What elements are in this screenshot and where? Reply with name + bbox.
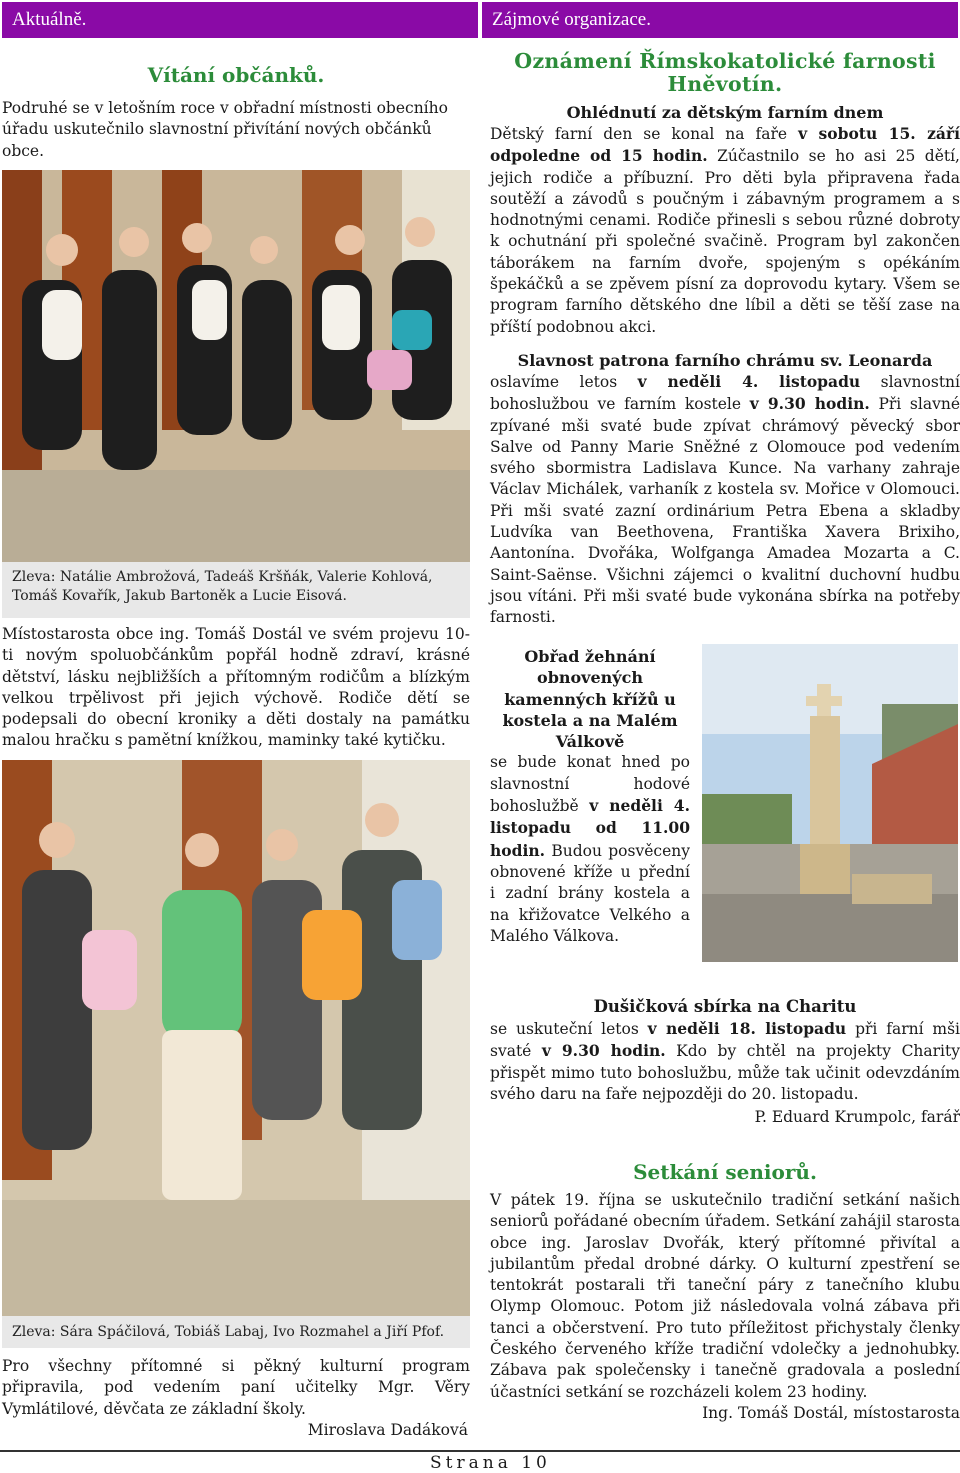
article-signature: Miroslava Dadáková (307, 1420, 468, 1439)
section-signature: Ing. Tomáš Dostál, místostarosta (702, 1403, 960, 1422)
footer-rule (0, 1450, 960, 1452)
text-span: Zúčastnilo se ho asi 25 dětí, jejich rodiče a příbuzní. Pro děti byla připravena řada soutěží a závodů s poučným i zábavným programem a s hodnotnými cenami. Rodiče přinesli s sebou různé dobroty k ochutnání při společné svačině. Program byl zakončen táborákem na farním dvoře, spojeným s opékáním špekáčků a se zpěvem písní za doprovodu kytary. Všem se program farního dětského dne líbil a děti se těší zase na příští podobnou akci. (490, 147, 960, 336)
article-body-text: Místostarosta obce ing. Tomáš Dostál ve svém projevu 10-ti novým spoluobčánkům popřál hodně zdraví, krásné dětství, lásku nejbližších a přítomným rodičům a blízkým velkou trpělivost při jejich výchově. Rodiče dětí se podepsali do obecní kroniky a děti dostaly na památku malou hračku s pamětní knížkou, maminky také kytičku. (2, 625, 470, 750)
text-bold: v 9.30 hodin. (541, 1041, 666, 1061)
text-span: oslavíme letos (490, 372, 638, 391)
section-heading: Obřad žehnání obnovených kamenných křížů u kostela a na Malém Válkově (502, 647, 678, 752)
section-text (490, 752, 690, 947)
photo-caption-2: Zleva: Sára Spáčilová, Tobiáš Labaj, Ivo Rozmahel a Jiří Pfof. (2, 1316, 470, 1348)
article-closing (2, 1356, 470, 1441)
article-intro: Podruhé se v letošním roce v obřadní místnosti obecního úřadu uskutečnilo slavnostní přivítání nových občánků obce. (2, 99, 448, 160)
band-label: Zájmové organizace. (492, 9, 651, 30)
article-title: Setkání seniorů. (633, 1160, 817, 1184)
photo-illustration (2, 760, 470, 1316)
section-band-zajmove (482, 2, 958, 38)
article-dusickova (490, 996, 960, 1128)
text-span: se bude konat hned po slavnostní hodové bohoslužbě (490, 753, 690, 816)
text-bold: v sobotu 15. září odpoledne od 15 hodin. (490, 124, 960, 166)
text-span: Kdo by chtěl na projekty Charity přispět mimo tuto bohoslužbu, může tak učinit odevzdáním svého daru na faře nejpozději do 20. listopadu. (490, 1042, 960, 1103)
section-text (490, 123, 960, 338)
article-vitani (2, 62, 470, 162)
article-seniori (490, 1158, 960, 1424)
photo-stone-cross (702, 644, 958, 962)
section-band-aktualne (2, 2, 478, 38)
section-heading: Dušičková sbírka na Charitu (593, 997, 857, 1016)
section-text: V pátek 19. října se uskutečnilo tradiční setkání našich seniorů pořádané obecním úřadem. Setkání zahájil starosta obce ing. Jaroslav Dvořák, který přítomné přivítal a jubilantům předal drobné dárky. O kulturní zpestření se tentokrát postarali tři taneční páry z tanečního klubu Olymp Olomouc. Potom již následovala volná zábava při tanci a občerstvení. Pro tuto příležitost přichystaly členky Českého červeného kříže tradiční vdolečky a jednohubky. Zábava pak společensky i tanečně gradovala a poslední účastníci setkání se rozcházeli kolem 23 hodiny. (490, 1191, 960, 1401)
text-bold: v neděli 4. listopadu (637, 371, 861, 391)
article-closing-text: Pro všechny přítomné si pěkný kulturní program připravila, pod vedením paní učitelky Mgr. Věry Vymlátilové, děvčata ze základní školy. (2, 1357, 470, 1418)
section-heading: Slavnost patrona farního chrámu sv. Leonarda (517, 350, 933, 370)
text-span: slavnostní bohoslužbou ve farním kostele (490, 372, 960, 414)
text-span: Při slavné zpívané mši svaté bude zpívat chrámový pěvecký sbor Salve od Panny Marie Sněžné z Olomouce pod vedením svého sbormistra Ladislava Kunce. Na varhany zahraje Václav Michálek, varhaník z kostela sv. Mořice v Olomouci. Při mši svaté zazní ordinárium Petra Ebena a skladby Ludvíka van Beethovena, Františka Xavera Brixiho, Aantonína. Dvořáka, Wolfganga Amadea Mozarta a C. Saint-Saënse. Všichni zájemci o kvalitní duchovní hudbu jsou vítáni. Při mši svaté bude vykonána sbírka na potřeby farnosti. (490, 395, 960, 627)
band-label: Aktuálně. (12, 9, 87, 30)
article-title: Oznámení Římskokatolické farnosti Hněvotín. (514, 49, 936, 96)
text-bold: v 9.30 hodin. (749, 394, 870, 414)
text-bold: v neděli 4. listopadu od 11.00 hodin. (490, 796, 690, 860)
article-body (2, 624, 470, 752)
section-heading: Ohlédnutí za dětským farním dnem (566, 103, 884, 122)
section-text (490, 1018, 960, 1105)
text-span: Dětský farní den se konal na faře (490, 125, 799, 143)
photo-families-2 (2, 760, 470, 1316)
text-span: při farní mši svaté (490, 1020, 960, 1061)
section-text (490, 371, 960, 629)
text-bold: v neděli 18. listopadu (647, 1019, 847, 1038)
article-title: Vítání občánků. (147, 63, 325, 87)
article-farnost (490, 50, 960, 629)
photo-caption-1: Zleva: Natálie Ambrožová, Tadeáš Kršňák, Valerie Kohlová, Tomáš Kovařík, Jakub Bartoněk a Lucie Eisová. (2, 562, 470, 618)
photo-illustration (2, 170, 470, 562)
photo-families-1 (2, 170, 470, 562)
text-span: Budou posvěceny obnovené kříže u přední i zadní brány kostela a na křižovatce Velkého a Malého Válkova. (490, 841, 690, 945)
article-obrad (490, 646, 690, 947)
page-number: Strana 10 (430, 1453, 551, 1473)
section-signature: P. Eduard Krumpolc, farář (754, 1108, 960, 1127)
text-span: se uskuteční letos (490, 1020, 648, 1038)
photo-illustration (702, 644, 958, 962)
